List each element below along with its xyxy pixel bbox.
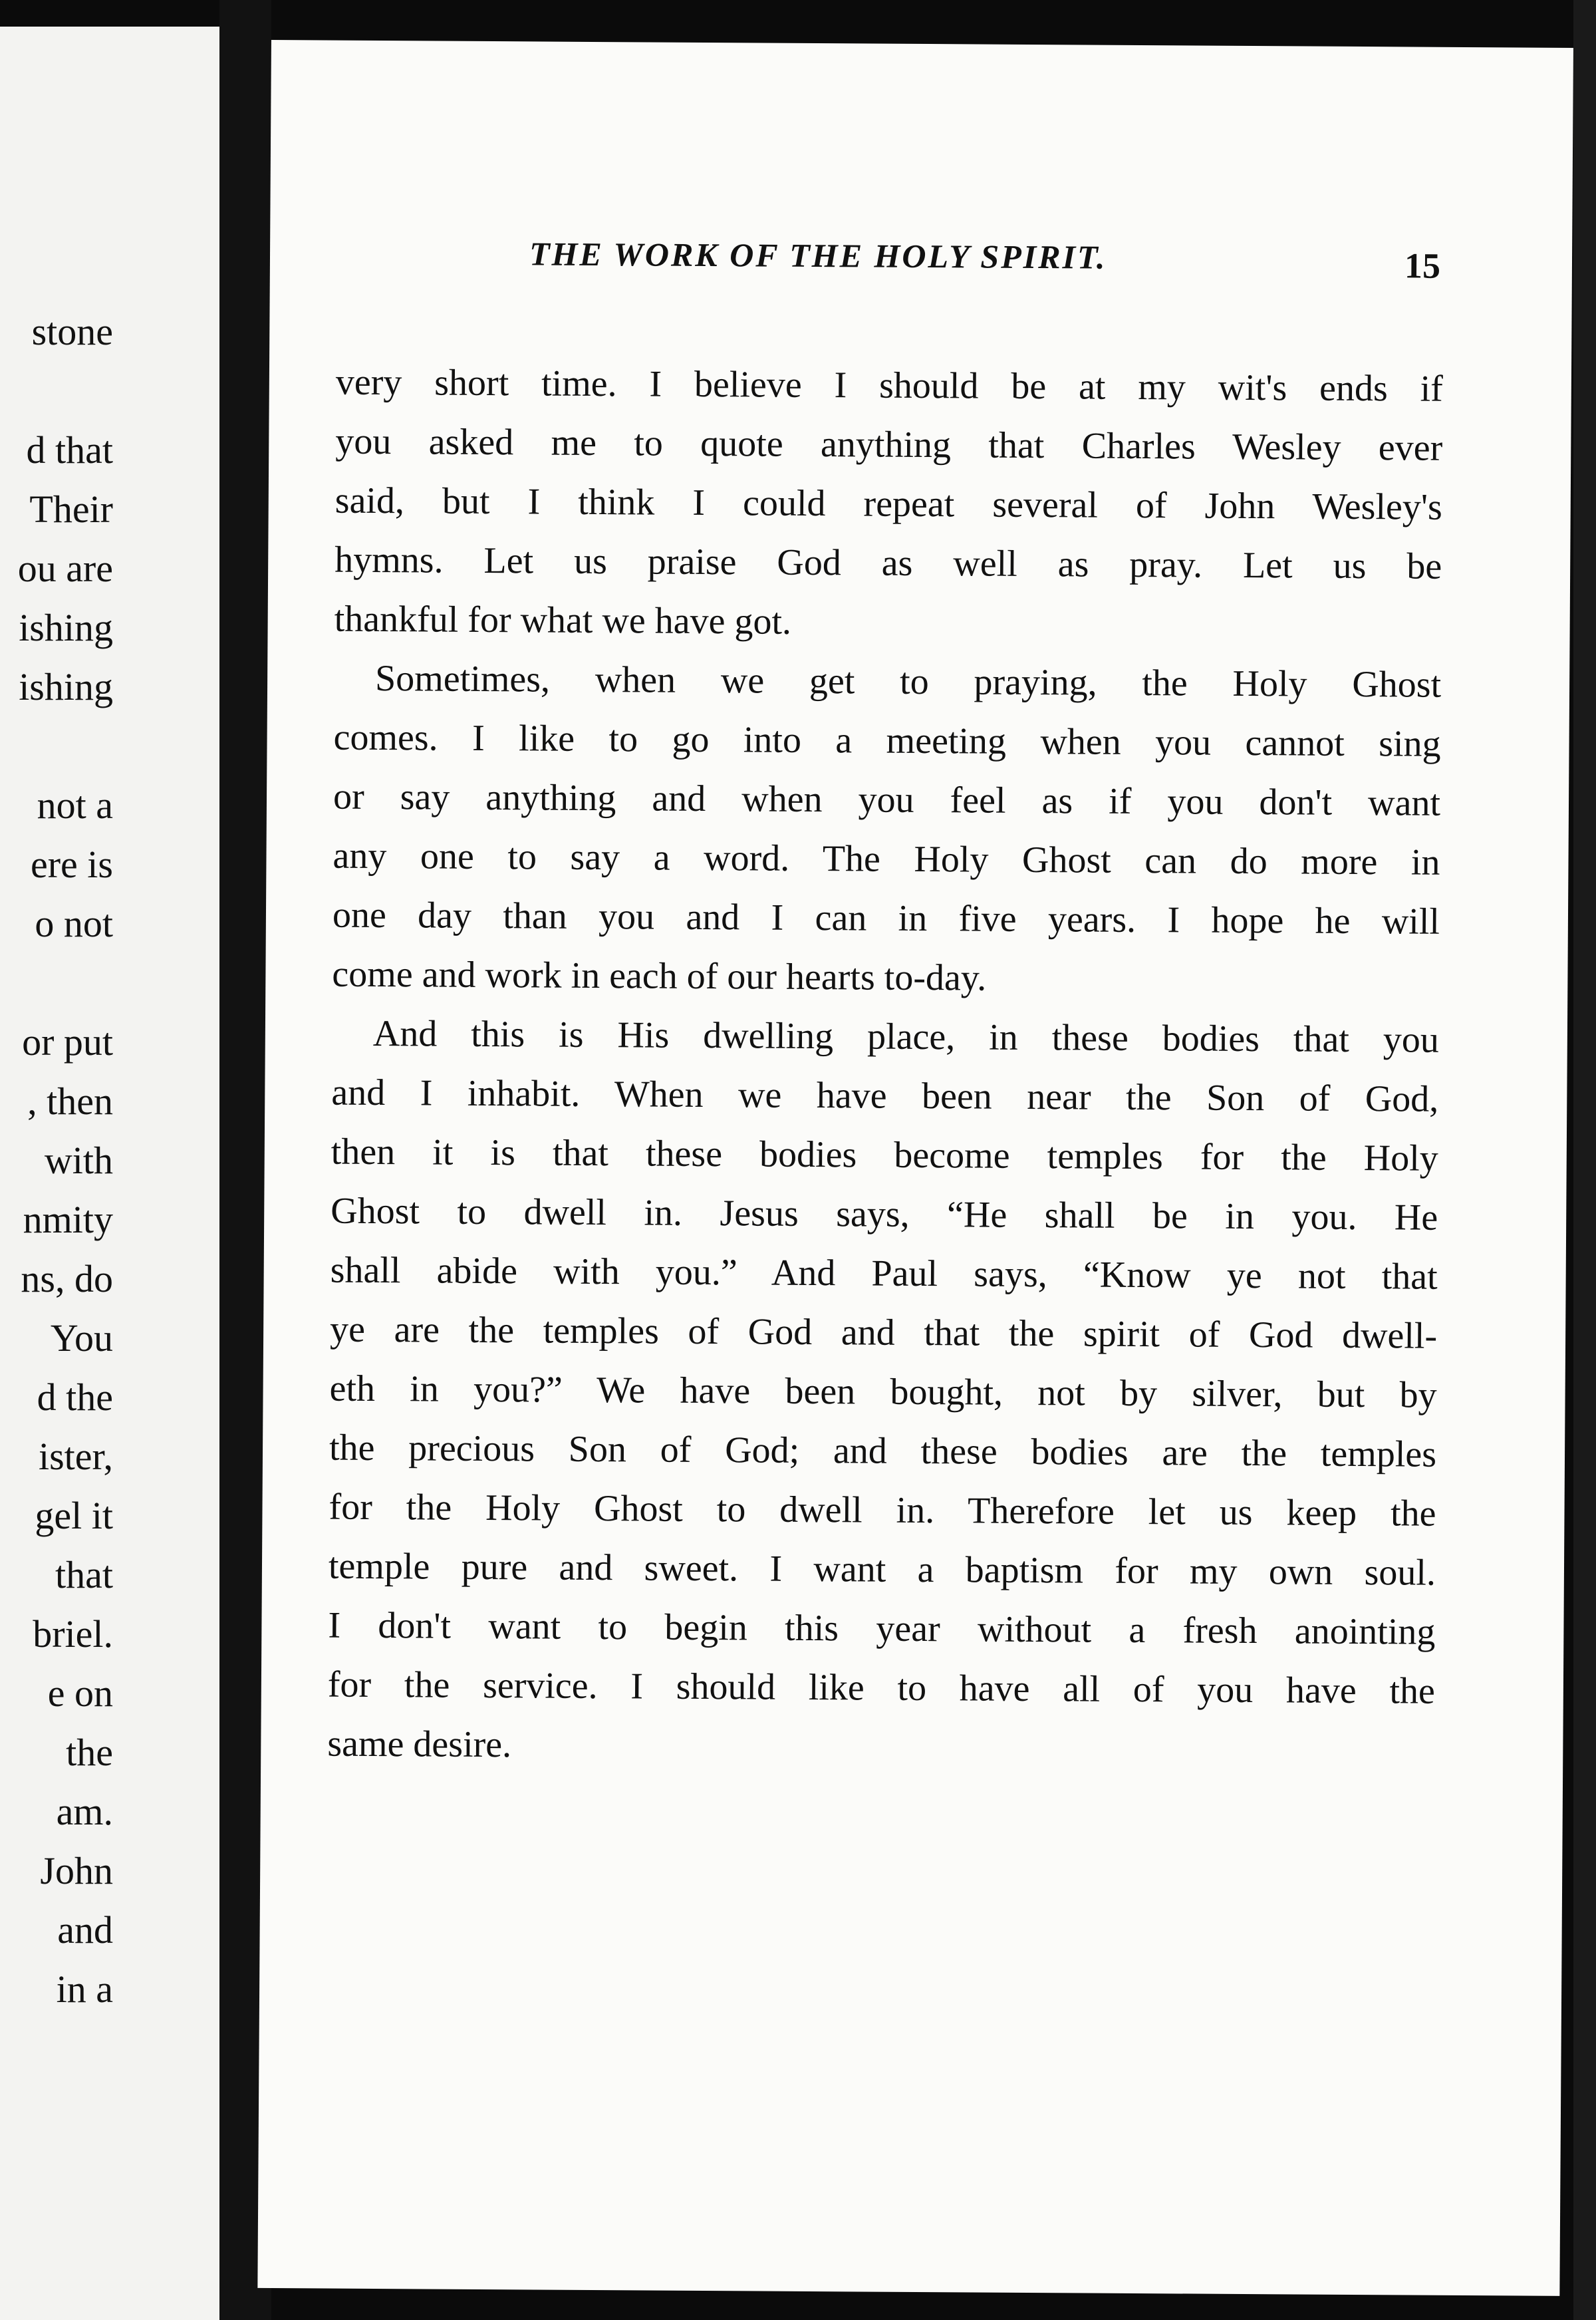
left-page-fragment: in a (56, 1967, 113, 2011)
left-page-fragment: nmity (23, 1198, 113, 1241)
left-page-fragment: e on (47, 1671, 113, 1715)
main-page (257, 40, 1573, 2296)
left-page-fragment: or put (22, 1020, 113, 1064)
left-page-fragment: Their (29, 488, 113, 531)
text-line: come and work in each of our hearts to-day. (332, 953, 987, 999)
left-page-fragment: You (50, 1316, 113, 1360)
text-line: Sometimes, when we get to praying, the Holy Ghost (374, 657, 1442, 706)
left-page-fragment: d that (26, 428, 113, 472)
paragraph (327, 1004, 1439, 1781)
body-text (327, 353, 1443, 1781)
left-page-fragment: and (57, 1908, 113, 1952)
text-line: I don't want to begin this year without a fresh anointing (328, 1604, 1436, 1653)
text-line: eth in you?” We have been bought, not by silver, but by (329, 1368, 1437, 1416)
left-page-fragment: , then (27, 1080, 113, 1123)
text-line: then it is that these bodies become temples for the Holy (331, 1131, 1438, 1179)
text-line: very short time. I believe I should be at my wit's ends if (335, 361, 1444, 410)
left-page-fragment: not a (37, 784, 113, 827)
page-number: 15 (1404, 245, 1441, 286)
paragraph (332, 649, 1441, 1011)
left-page-fragment: d the (37, 1376, 113, 1419)
text-line: and I inhabit. When we have been near the Son of God, (331, 1072, 1439, 1120)
running-head: THE WORK OF THE HOLY SPIRIT. (529, 235, 1107, 276)
left-page-fragment: ou are (17, 547, 113, 590)
text-line: any one to say a word. The Holy Ghost can do more in (332, 835, 1440, 883)
page-header (529, 234, 1440, 293)
left-page-fragment: ishing (19, 606, 113, 649)
text-line: comes. I like to go into a meeting when you cannot sing (333, 716, 1441, 765)
left-page-fragment: John (40, 1849, 113, 1892)
text-line: for the Holy Ghost to dwell in. Therefore let us keep the (329, 1486, 1436, 1534)
left-page-fragment: briel. (33, 1612, 113, 1656)
left-page-fragment: gel it (35, 1494, 113, 1537)
left-page-fragment: am. (56, 1790, 113, 1833)
left-page-fragment: ns, do (21, 1257, 113, 1300)
text-line: thankful for what we have got. (334, 598, 792, 643)
text-line: or say anything and when you feel as if you don't want (332, 776, 1441, 824)
paragraph (334, 353, 1443, 656)
left-page-fragment: o not (35, 902, 113, 945)
text-line: hymns. Let us praise God as well as pray. Let us be (334, 539, 1442, 587)
right-page-edge (1573, 0, 1596, 2320)
text-line: the precious Son of God; and these bodies are the temples (329, 1427, 1437, 1475)
text-line: Ghost to dwell in. Jesus says, “He shall be in you. He (331, 1190, 1438, 1238)
left-page-fragment: the (66, 1731, 113, 1774)
text-line: shall abide with you.” And Paul says, “Know ye not that (330, 1249, 1438, 1298)
text-line: temple pure and sweet. I want a baptism for my own soul. (328, 1545, 1436, 1594)
text-line: for the service. I should like to have all of you have the (327, 1664, 1436, 1712)
left-facing-page (0, 27, 219, 2320)
left-page-fragment: stone (31, 310, 113, 353)
text-line: same desire. (327, 1723, 512, 1766)
text-line: ye are the temples of God and that the spirit of God dwell- (329, 1308, 1438, 1357)
left-page-fragment: ishing (19, 665, 113, 708)
text-line: said, but I think I could repeat several of John Wesley's (334, 480, 1442, 528)
text-line: you asked me to quote anything that Charles Wesley ever (335, 420, 1443, 469)
left-page-fragment: ere is (31, 843, 113, 886)
left-page-fragment: that (55, 1553, 113, 1596)
left-page-fragment: ister, (38, 1435, 113, 1478)
text-line: one day than you and I can in five years. I hope he will (332, 894, 1440, 942)
left-page-fragment: with (44, 1139, 113, 1182)
text-line: And this is His dwelling place, in these bodies that you (372, 1012, 1440, 1061)
